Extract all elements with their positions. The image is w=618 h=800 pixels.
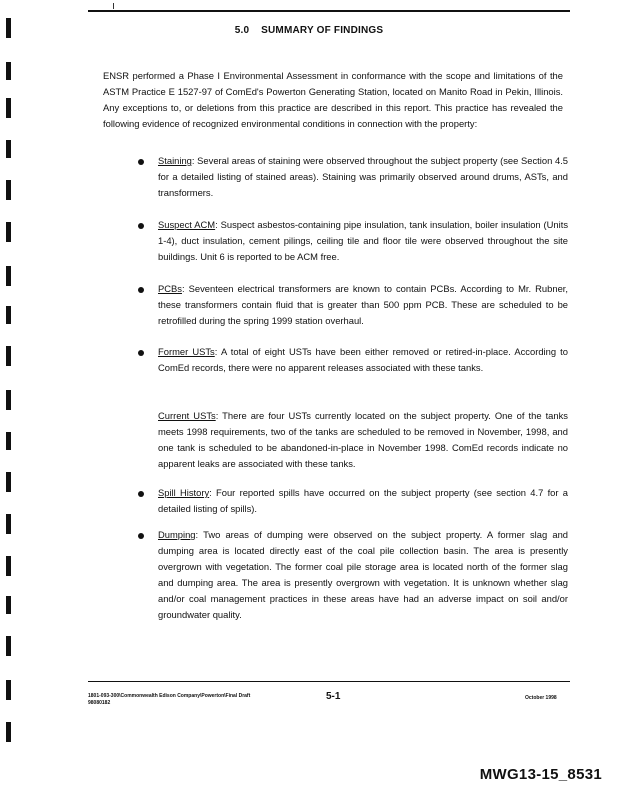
- finding-text: : Seventeen electrical transformers are known to contain PCBs. According to Mr. Rubner, these transformers contain fluid that is greater than 500 ppm PCB. These are scheduled to be retrofilled during the spring 1999 station overhaul.: [158, 283, 568, 326]
- finding-item: [158, 217, 568, 265]
- binder-mark: [6, 266, 11, 286]
- finding-text: : There are four USTs currently located on the subject property. One of the tanks meets 1998 requirements, two of the tanks are scheduled to be removed in November, 1998, and one tank is scheduled to be abandoned-in-place in November 1998. ComEd records indicate no apparent leaks are associated with these tanks.: [158, 410, 568, 469]
- bullet-icon: [138, 350, 144, 356]
- binder-mark: [6, 556, 11, 576]
- binder-mark: [6, 222, 11, 242]
- intro-paragraph: ENSR performed a Phase I Environmental Assessment in conformance with the scope and limitations of the ASTM Practice E 1527-97 of ComEd's Powerton Generating Station, located on Manito Road in Pekin, Illinois. Any exceptions to, or deletions from this practice are described in this report. This practice has revealed the following evidence of recognized environmental conditions in connection with the property:: [103, 70, 563, 129]
- binder-mark: [6, 390, 11, 410]
- header-rule: [88, 10, 570, 12]
- finding-item: [158, 153, 568, 201]
- finding-text: : Four reported spills have occurred on the subject property (see section 4.7 for a detailed listing of spills).: [158, 487, 568, 514]
- binder-mark: [6, 596, 11, 614]
- finding-label: Dumping: [158, 529, 196, 540]
- bullet-icon: [138, 491, 144, 497]
- finding-item: [158, 527, 568, 623]
- finding-text: : A total of eight USTs have been either removed or retired-in-place. According to ComEd records, there were no apparent releases associated with these tanks.: [158, 346, 568, 373]
- finding-item: [158, 485, 568, 517]
- binder-mark: [6, 346, 11, 366]
- binder-mark: [6, 722, 11, 742]
- section-heading: 5.0 SUMMARY OF FINDINGS: [234, 25, 384, 36]
- binder-mark: [6, 514, 11, 534]
- finding-label: Spill History: [158, 487, 210, 498]
- finding-item: [158, 408, 568, 472]
- footer-path-line: 98080182: [88, 700, 111, 706]
- finding-label: PCBs: [158, 283, 182, 294]
- bullet-icon: [138, 159, 144, 165]
- finding-label: Current USTs: [158, 410, 216, 421]
- binder-mark: [6, 180, 11, 200]
- page-number: 5-1: [326, 691, 341, 702]
- finding-label: Suspect ACM: [158, 219, 216, 230]
- finding-label: Staining: [158, 155, 192, 166]
- binder-mark: [6, 680, 11, 700]
- scan-mark: [113, 3, 114, 9]
- binder-mark: [6, 636, 11, 656]
- finding-item: [158, 344, 568, 376]
- binder-mark: [6, 472, 11, 492]
- bates-number: MWG13-15_8531: [479, 766, 602, 783]
- binder-mark: [6, 432, 11, 450]
- binder-mark: [6, 98, 11, 118]
- bullet-icon: [138, 223, 144, 229]
- footer-rule: [88, 681, 570, 682]
- finding-item: [158, 281, 568, 329]
- binder-mark: [6, 62, 11, 80]
- bullet-icon: [138, 287, 144, 293]
- binder-mark: [6, 140, 11, 158]
- footer-file-path: [88, 693, 250, 707]
- finding-text: : Several areas of staining were observed throughout the subject property (see Section 4.5 for a detailed listing of stained areas). Staining was primarily observed around drums, ASTs, and transformers.: [158, 155, 568, 198]
- footer-path-line: 1801-093-300\Commonwealth Edison Company\Powerton\Final Draft: [88, 693, 251, 699]
- finding-text: : Two areas of dumping were observed on the subject property. A former slag and dumping area is located directly east of the coal pile collection basin. The area is presently overgrown with vegetation. The former coal pile storage area is located north of the former slag and dumping area. The area is presently overgrown with vegetation. It is unknown whether slag and/or coal management practices in these areas have had an adverse impact on soil and/or groundwater quality.: [158, 529, 568, 620]
- binder-mark: [6, 306, 11, 324]
- footer-date: October 1998: [525, 695, 557, 701]
- finding-label: Former USTs: [158, 346, 215, 357]
- finding-text: : Suspect asbestos-containing pipe insulation, tank insulation, boiler insulation (Units 1-4), duct insulation, cement pilings, ceiling tile and floor tile were observed throughout the site buildings. Unit 6 is reported to be ACM free.: [158, 219, 569, 262]
- bullet-icon: [138, 533, 144, 539]
